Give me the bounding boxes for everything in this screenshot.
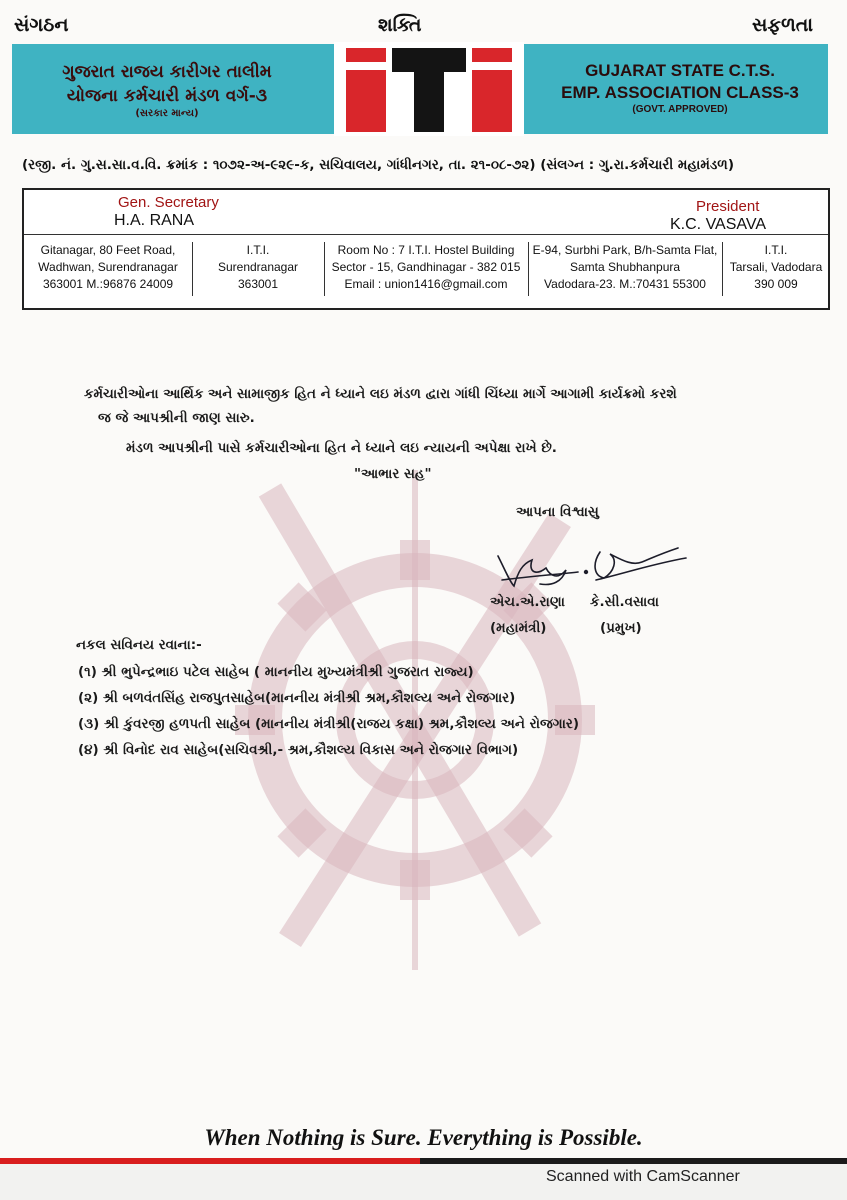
motto-unity: સંગઠન [14, 14, 69, 36]
signatory-secretary-title: (મહામંત્રી) [490, 620, 547, 636]
copy-to-item: (૧) શ્રી ભુપેન્દ્રભાઇ પટેલ સાહેબ ( માનનીય મુખ્યમંત્રીશ્રી ગુજરાત રાજ્ય) [78, 664, 474, 680]
address-iti-tarsali [726, 242, 826, 293]
thanks-text: "આભાર સહ" [354, 466, 432, 482]
org-name-english [532, 60, 828, 115]
secretary-role: Gen. Secretary [118, 194, 219, 211]
address-line: Samta Shubhanpura [569, 260, 681, 274]
column-separator [528, 242, 529, 296]
org-english-line1: GUJARAT STATE C.T.S. [585, 61, 775, 80]
address-line: Sector - 15, Gandhinagar - 382 015 [331, 260, 521, 274]
org-english-line2: EMP. ASSOCIATION CLASS-3 [561, 83, 799, 102]
officers-box [22, 188, 830, 310]
org-name-gujarati [12, 60, 322, 119]
column-separator [324, 242, 325, 296]
logo-text: iTi [423, 94, 435, 105]
letterhead-banner [12, 44, 828, 134]
address-line: Vadodara-23. M.:70431 55300 [544, 277, 706, 291]
body-paragraph-1-line-1: કર્મચારીઓના આર્થિક અને સામાજીક હિત ને ધ્યાને લઇ મંડળ દ્વારા ગાંધી ચિંધ્યા માર્ગે આગામી કાર્યક્રમો કરશે [84, 386, 677, 402]
body-paragraph-2: મંડળ આપશ્રીની પાસે કર્મચારીઓના હિત ને ધ્યાને લઇ ન્યાયની અપેક્ષા રાખે છે. [126, 440, 557, 456]
closing-text: આપના વિશ્વાસુ [516, 504, 599, 520]
address-president-home [532, 242, 718, 293]
address-line: I.T.I. [764, 243, 788, 257]
address-line: 363001 [237, 277, 279, 291]
address-secretary-home [28, 242, 188, 293]
footer-slogan: When Nothing is Sure. Everything is Possible. [204, 1125, 643, 1150]
signatory-president-name: કે.સી.વસાવા [590, 594, 659, 610]
address-line: Surendranagar [217, 260, 299, 274]
address-line: I.T.I. [246, 243, 270, 257]
president-role: President [696, 198, 760, 215]
signatory-president-title: (પ્રમુખ) [600, 620, 642, 636]
org-gujarati-line2: યોજના કર્મચારી મંડળ વર્ગ-૩ [66, 86, 268, 106]
motto-strength: શક્તિ [378, 14, 422, 36]
signatory-secretary-name: એચ.એ.રાણા [490, 594, 565, 610]
scanner-watermark-text: Scanned with CamScanner [546, 1168, 740, 1185]
address-line: 390 009 [754, 277, 798, 291]
body-paragraph-1-line-2: જ જે આપશ્રીની જાણ સારુ. [98, 410, 255, 426]
copy-to-item: (૨) શ્રી બળવંતસિંહ રાજપુતસાહેબ(માનનીય મંત્રીશ્રી શ્રમ,કૌશલ્ય અને રોજગાર) [78, 690, 516, 706]
org-english-approved: (GOVT. APPROVED) [632, 104, 728, 115]
president-name: K.C. VASAVA [670, 216, 767, 233]
address-line: Room No : 7 I.T.I. Hostel Building [337, 243, 515, 257]
address-line: 363001 M.:96876 24009 [42, 277, 174, 291]
address-line: Wadhwan, Surendranagar [38, 260, 178, 274]
address-office-gandhinagar [328, 242, 524, 293]
copy-to-item: (૩) શ્રી કુંવરજી હળપતી સાહેબ (માનનીય મંત્રીશ્રી(રાજય કક્ષા) શ્રમ,કૌશલ્ય અને રોજગાર) [78, 716, 580, 732]
address-line: Gitanagar, 80 Feet Road, [40, 243, 176, 257]
org-gujarati-approved: (સરકાર માન્ય) [135, 108, 199, 119]
motto-success: સફળતા [752, 14, 814, 36]
column-separator [192, 242, 193, 296]
box-divider [24, 234, 828, 235]
footer-bar-dark [420, 1158, 847, 1164]
copy-to-item: (૪) શ્રી વિનોદ રાવ સાહેબ(સચિવશ્રી,- શ્રમ,કૌશલ્ય વિકાસ અને રોજગાર વિભાગ) [78, 742, 519, 758]
registration-line: (રજી. નં. ગુ.સ.સા.વ.વિ. ક્રમાંક : ૧૦૭૨-અ-૯૨૯-ક, સચિવાલય, ગાંધીનગર, તા. ૨૧-૦૮-૭૨) (સંલગ્ન : ગુ.રા.કર્મચારી મહામંડળ) [22, 157, 735, 173]
iti-logo [334, 42, 524, 136]
address-iti-surendranagar [196, 242, 320, 293]
handwritten-signatures [492, 542, 692, 592]
column-separator [722, 242, 723, 296]
address-line: Email : union1416@gmail.com [344, 277, 508, 291]
address-line: E-94, Surbhi Park, B/h-Samta Flat, [532, 243, 718, 257]
org-gujarati-line1: ગુજરાત રાજય કારીગર તાલીમ [62, 62, 272, 82]
address-line: Tarsali, Vadodara [729, 260, 823, 274]
copy-to-heading: નકલ સવિનય રવાના:- [76, 637, 202, 653]
secretary-name: H.A. RANA [114, 212, 195, 229]
